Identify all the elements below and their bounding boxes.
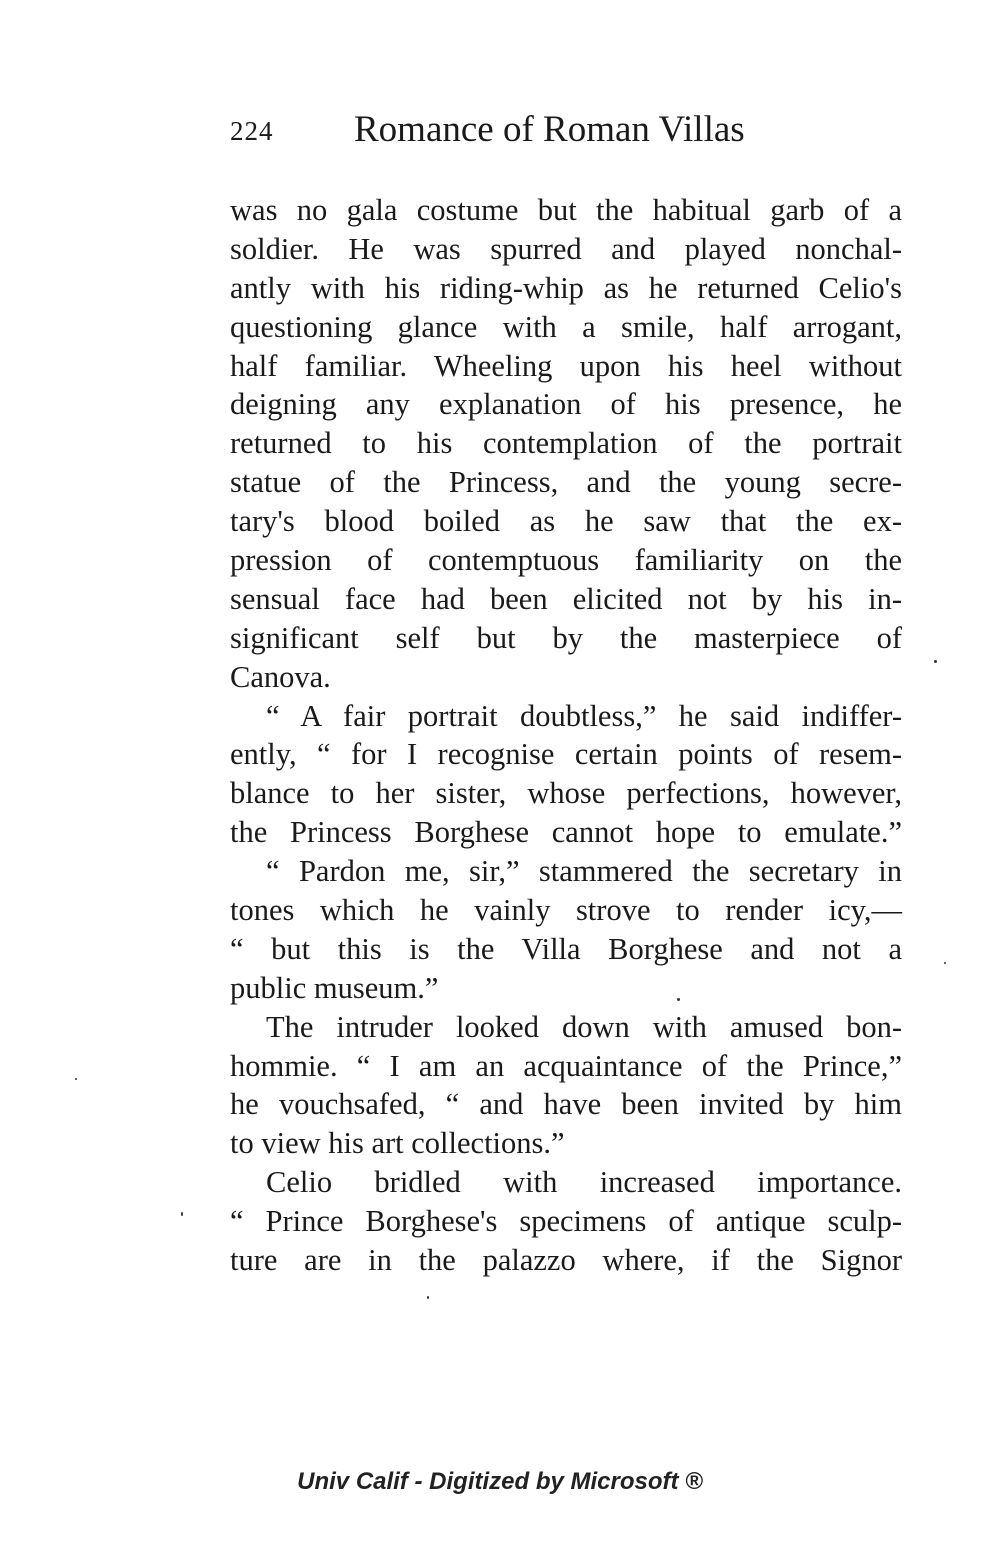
text-line: “ but this is the Villa Borghese and not a xyxy=(230,931,902,966)
text-line: ture are in the palazzo where, if the Signor xyxy=(230,1243,902,1278)
text-line: hommie. “ I am an acquaintance of the Prince,” xyxy=(230,1048,902,1083)
text-line: ently, “ for I recognise certain points of resem- xyxy=(230,737,902,772)
text-line: soldier. He was spurred and played nonchal- xyxy=(230,231,902,266)
scan-speck xyxy=(427,1296,429,1299)
scan-speck xyxy=(934,660,937,663)
text-line: “ Pardon me, sir,” stammered the secretary in xyxy=(266,854,902,889)
text-line: tary's blood boiled as he saw that the ex- xyxy=(230,504,902,539)
text-line: was no gala costume but the habitual garb of a xyxy=(230,193,902,227)
text-line: sensual face had been elicited not by his in- xyxy=(230,581,902,616)
body-text xyxy=(230,191,902,1280)
text-line: blance to her sister, whose perfections, however, xyxy=(230,776,902,811)
text-line: “ A fair portrait doubtless,” he said indiffer- xyxy=(266,698,902,733)
text-line: antly with his riding-whip as he returned Celio's xyxy=(230,270,902,305)
scan-speck xyxy=(677,998,680,1001)
text-line: public museum.” xyxy=(230,970,439,1005)
text-line: pression of contemptuous familiarity on the xyxy=(230,543,902,578)
text-line: statue of the Princess, and the young secre- xyxy=(230,465,902,500)
text-line: significant self but by the masterpiece of xyxy=(230,620,902,655)
scan-speck xyxy=(75,1078,77,1080)
digitization-footer xyxy=(0,1468,1000,1496)
text-line: returned to his contemplation of the portrait xyxy=(230,426,902,461)
text-line: deigning any explanation of his presence, he xyxy=(230,387,902,422)
text-line: The intruder looked down with amused bon- xyxy=(266,1009,902,1044)
digitization-watermark: Univ Calif - Digitized by Microsoft ® xyxy=(297,1468,703,1495)
scan-speck xyxy=(181,1212,183,1216)
text-line: questioning glance with a smile, half arrogant, xyxy=(230,309,902,344)
text-line: Canova. xyxy=(230,659,331,694)
text-line: to view his art collections.” xyxy=(230,1126,565,1161)
scan-speck xyxy=(944,962,946,964)
text-line: he vouchsafed, “ and have been invited by him xyxy=(230,1087,902,1122)
running-title: Romance of Roman Villas xyxy=(354,109,745,150)
text-line: tones which he vainly strove to render icy,— xyxy=(230,893,902,928)
text-line: half familiar. Wheeling upon his heel without xyxy=(230,348,902,383)
text-line: the Princess Borghese cannot hope to emulate.” xyxy=(230,815,902,850)
text-line: “ Prince Borghese's specimens of antique sculp- xyxy=(230,1204,902,1239)
page-number: 224 xyxy=(230,116,274,146)
text-line: Celio bridled with increased importance. xyxy=(266,1165,902,1200)
running-header xyxy=(230,108,910,158)
